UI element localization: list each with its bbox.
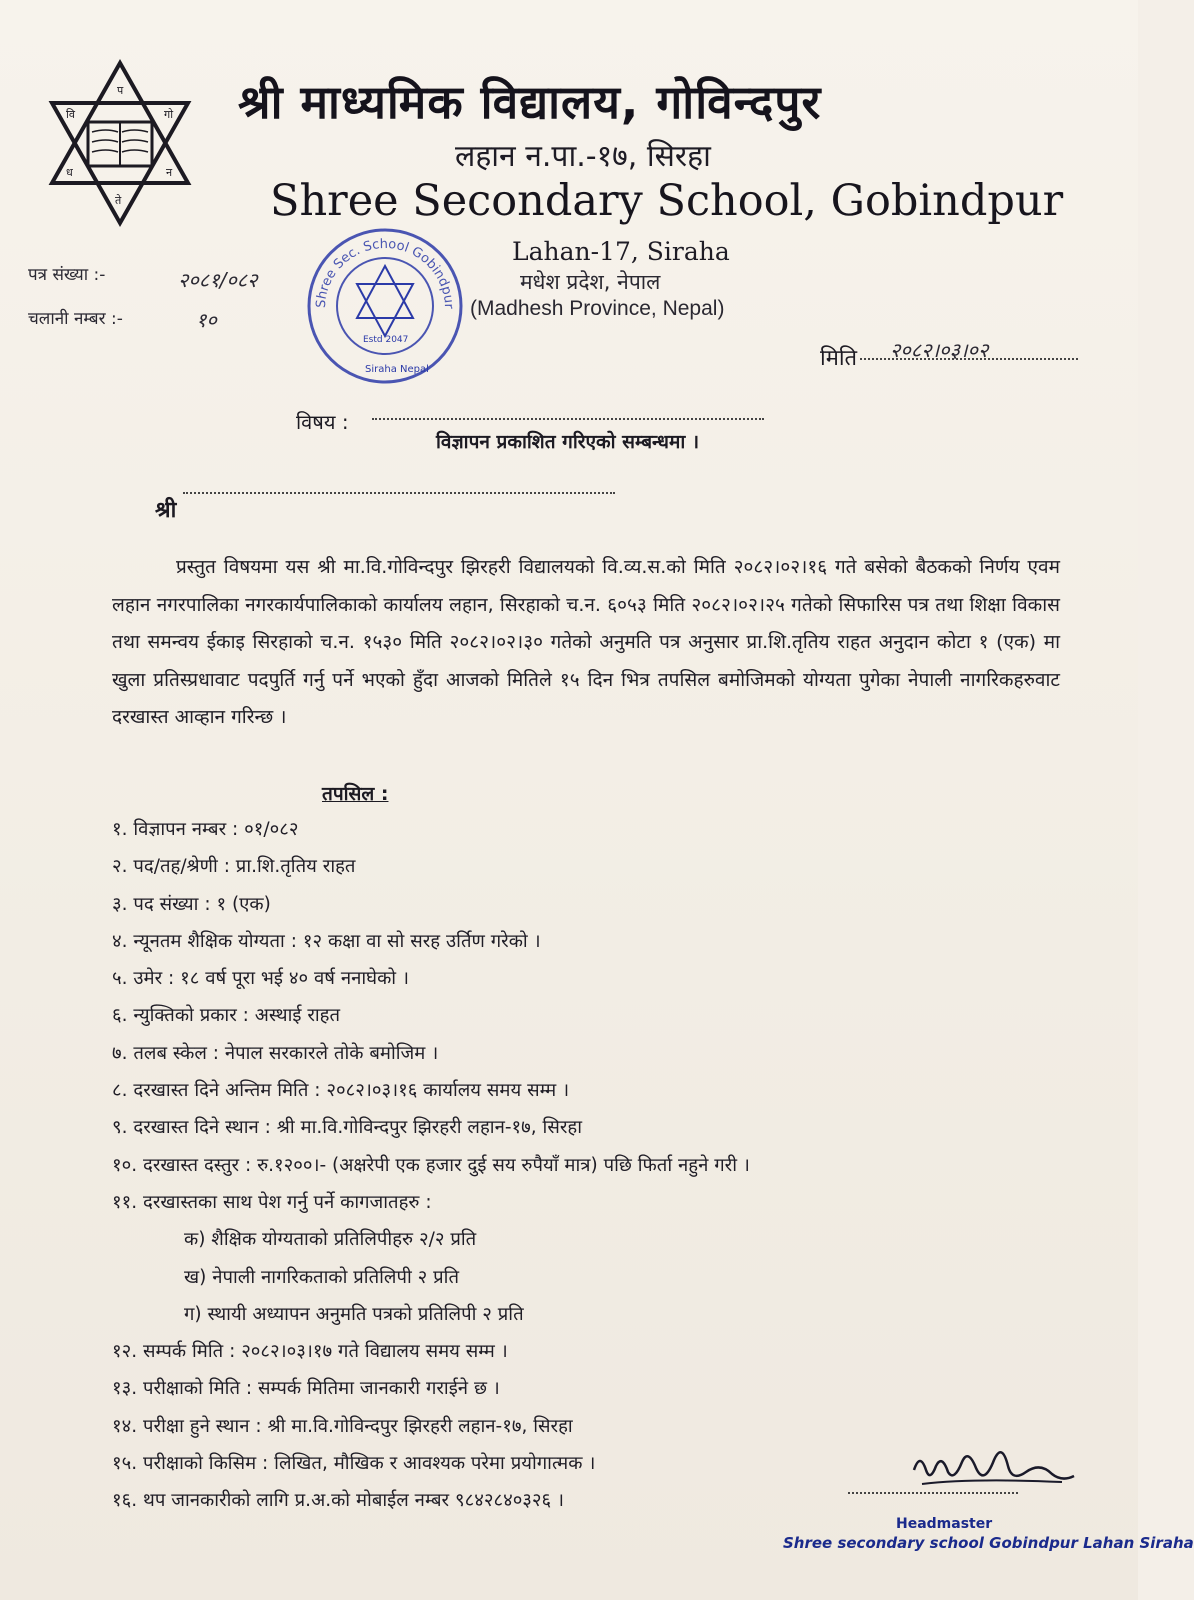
school-address-nepali: लहान न.पा.-१७, सिरहा	[455, 139, 711, 174]
school-name-english: Shree Secondary School, Gobindpur	[270, 176, 1064, 226]
list-sub-item: क) शैक्षिक योग्यताको प्रतिलिपीहरु २/२ प्रति	[184, 1229, 477, 1251]
list-sub-item: ग) स्थायी अध्यापन अनुमति पत्रको प्रतिलिपी २ प्रति	[184, 1303, 524, 1325]
list-item: २. पद/तह/श्रेणी : प्रा.शि.तृतिय राहत	[112, 856, 356, 878]
svg-text:Estd 2047: Estd 2047	[363, 335, 409, 345]
school-city-english: Lahan-17, Siraha	[512, 237, 730, 266]
list-item: १. विज्ञापन नम्बर : ०१/०८२	[112, 819, 299, 840]
list-item: ६. न्युक्तिको प्रकार : अस्थाई राहत	[112, 1005, 341, 1027]
list-item: ९. दरखास्त दिने स्थान : श्री मा.वि.गोविन्दपुर झिरहरी लहान-१७, सिरहा	[112, 1117, 583, 1139]
signature-line	[848, 1492, 1018, 1494]
dispatch-number-label: चलानी नम्बर :-	[28, 309, 123, 329]
subject-value: विज्ञापन प्रकाशित गरिएको सम्बन्धमा ।	[436, 431, 700, 453]
date-label: मिति	[820, 346, 858, 371]
list-item: १३. परीक्षाको मिति : सम्पर्क मितिमा जानकारी गराईने छ ।	[112, 1378, 500, 1400]
letter-number-value: २०८१/०८२	[178, 268, 258, 292]
addressee-label: श्री	[155, 498, 177, 523]
province-english: (Madhesh Province, Nepal)	[470, 297, 725, 320]
svg-text:प: प	[117, 84, 124, 97]
school-emblem-icon	[40, 58, 200, 228]
signatory-stamp: Shree secondary school Gobindpur Lahan Siraha	[783, 1534, 1194, 1552]
svg-text:Siraha Nepal: Siraha Nepal	[365, 364, 429, 375]
svg-text:ते: ते	[115, 194, 122, 207]
list-item: १६. थप जानकारीको लागि प्र.अ.को मोबाईल नम्बर ९८४२८४०३२६ ।	[112, 1490, 565, 1512]
list-item: १४. परीक्षा हुने स्थान : श्री मा.वि.गोविन्दपुर झिरहरी लहान-१७, सिरहा	[112, 1415, 573, 1437]
svg-text:वि: वि	[66, 108, 75, 121]
svg-text:ध: ध	[66, 166, 73, 179]
date-value: २०८२।०३।०२	[890, 338, 989, 362]
list-item: ८. दरखास्त दिने अन्तिम मिति : २०८२।०३।१६ कार्यालय समय सम्म ।	[112, 1080, 570, 1102]
svg-text:Shree Sec. School Gobindpur: Shree Sec. School Gobindpur	[313, 236, 457, 310]
subject-line	[372, 418, 764, 420]
subject-label: विषय :	[296, 410, 349, 434]
list-item: १२. सम्पर्क मिति : २०८२।०३।१७ गते विद्यालय समय सम्म ।	[112, 1341, 508, 1363]
signatory-title: Headmaster	[896, 1516, 993, 1532]
list-sub-item: ख) नेपाली नागरिकताको प्रतिलिपी २ प्रति	[184, 1266, 460, 1288]
addressee-line	[183, 492, 615, 494]
dispatch-number-value: १०	[196, 308, 217, 332]
body-paragraph: प्रस्तुत विषयमा यस श्री मा.वि.गोविन्दपुर झिरहरी विद्यालयको वि.व्य.स.को मिति २०८२।०२।१६ गते बसेको बैठकको निर्णय एवम लहान नगरपालिका नगरकार्यपालिकाको कार्यालय लहान, सिरहाको च.न. ६०५३ मिति २०८२।०२।२५ गतेको सिफारिस पत्र तथा शिक्षा विकास तथा समन्वय ईकाइ सिरहाको च.न. १५३० मिति २०८२।०२।३० गतेको अनुमति पत्र अनुसार प्रा.शि.तृतिय राहत अनुदान कोटा १ (एक) मा खुला प्रतिस्प्रधावाट पदपुर्ति गर्नु पर्ने भएको हुँदा आजको मितिले १५ दिन भित्र तपसिल बमोजिमको योग्यता पुगेका नेपाली नागरिकहरुवाट दरखास्त आव्हान गरिन्छ ।	[112, 556, 1060, 728]
svg-text:गो: गो	[164, 108, 174, 121]
school-stamp-icon	[305, 226, 465, 386]
list-item: १५. परीक्षाको किसिम : लिखित, मौखिक र आवश्यक परेमा प्रयोगात्मक ।	[112, 1453, 596, 1475]
province-nepali: मधेश प्रदेश, नेपाल	[520, 270, 661, 294]
list-item: ७. तलब स्केल : नेपाल सरकारले तोके बमोजिम ।	[112, 1042, 439, 1064]
list-item: ५. उमेर : १८ वर्ष पूरा भई ४० वर्ष ननाघेको ।	[112, 968, 409, 990]
list-item: ३. पद संख्या : १ (एक)	[112, 893, 271, 915]
letter-number-label: पत्र संख्या :-	[28, 265, 106, 285]
svg-text:न: न	[166, 166, 173, 179]
school-name-nepali: श्री माध्यमिक विद्यालय, गोविन्दपुर	[238, 75, 822, 129]
list-item: ११. दरखास्तका साथ पेश गर्नु पर्ने कागजातहरु :	[112, 1191, 432, 1213]
list-item: १०. दरखास्त दस्तुर : रु.१२००।- (अक्षरेपी एक हजार दुई सय रुपैयाँ मात्र) पछि फिर्ता नहुने गरी ।	[112, 1154, 750, 1176]
details-heading: तपसिल :	[322, 783, 389, 805]
list-item: ४. न्यूनतम शैक्षिक योग्यता : १२ कक्षा वा सो सरह उर्तिण गरेको ।	[112, 930, 541, 952]
details-list	[112, 816, 1012, 1525]
